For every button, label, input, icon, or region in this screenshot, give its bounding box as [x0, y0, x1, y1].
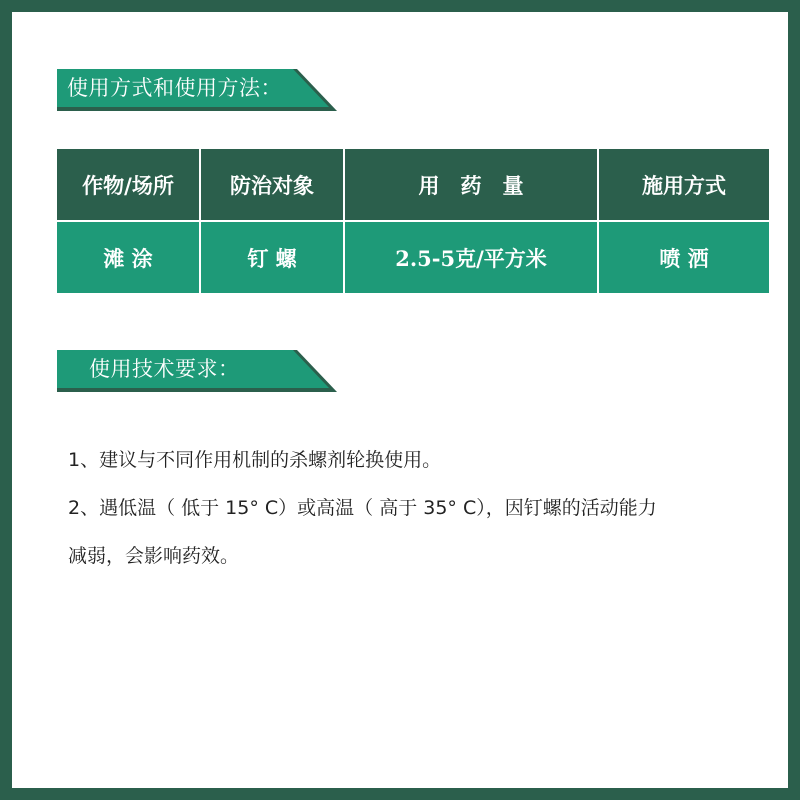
table-row	[57, 221, 769, 293]
cell-method: 喷 洒	[659, 245, 709, 271]
table-header-row	[57, 149, 769, 221]
cell-crop-site: 滩 涂	[57, 221, 200, 293]
list-item: 减弱，会影响药效。	[68, 545, 240, 567]
section-banner-usage	[57, 69, 337, 111]
cell-dosage: 2.5-5克/平方米	[344, 221, 598, 293]
header-dosage: 用 药 量	[344, 149, 598, 221]
section-title-tech: 使用技术要求：	[89, 357, 240, 381]
header-crop-site: 作物/场所	[57, 149, 200, 221]
header-method: 施用方式	[598, 149, 769, 221]
list-item: 2、遇低温（ 低于 15° C）或高温（ 高于 35° C），因钉螺的活动能力	[68, 497, 657, 519]
list-item: 1、建议与不同作用机制的杀螺剂轮换使用。	[68, 449, 442, 471]
section-banner-tech	[57, 350, 337, 392]
requirements-list	[68, 436, 768, 580]
section-title-usage: 使用方式和使用方法：	[67, 76, 282, 100]
usage-table	[57, 149, 769, 293]
cell-target: 钉 螺	[200, 221, 344, 293]
header-target: 防治对象	[200, 149, 344, 221]
